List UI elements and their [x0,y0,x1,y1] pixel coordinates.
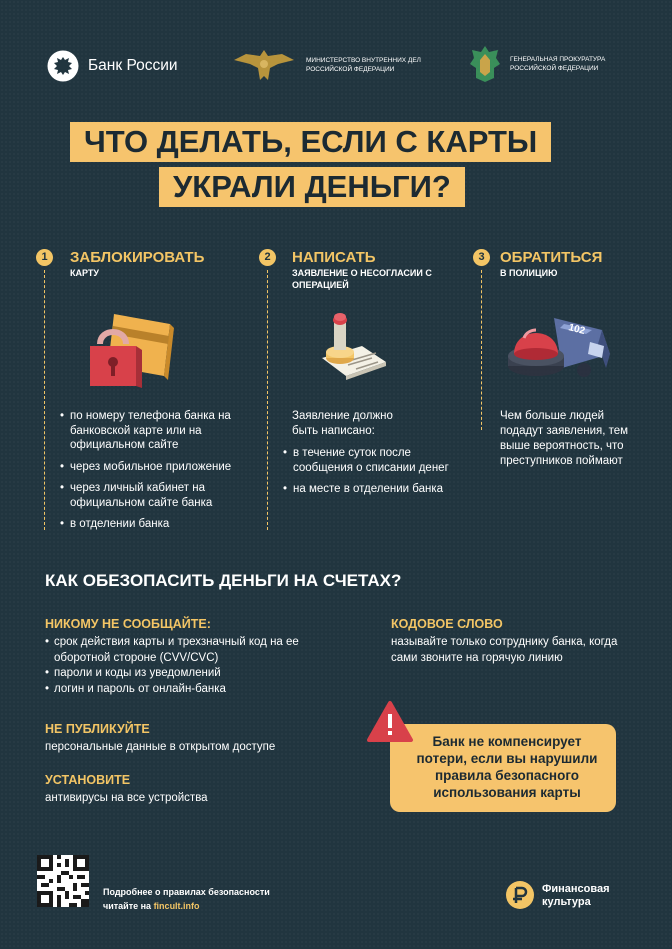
fincult-link[interactable]: fincult.info [153,901,200,911]
step-3-text: Чем больше людей подадут заявления, тем выше вероятность, что преступников поймают [500,410,629,467]
codeword-text: называйте только сотруднику банка, когда сами звоните на горячую линию [391,636,618,664]
nobody-list [45,635,325,697]
lock-card-icon [86,306,176,390]
warning-triangle-icon [366,700,414,744]
mvd-logo [230,46,450,84]
step-1-number: 1 [36,249,53,266]
prokuratura-name: ГЕНЕРАЛЬНАЯ ПРОКУРАТУРА РОССИЙСКОЙ ФЕДЕРАЦИИ [510,56,606,72]
nobody-title: НИКОМУ НЕ СООБЩАЙТЕ: [45,617,211,631]
qr-code-icon[interactable] [37,855,89,907]
ruble-coin-icon [505,880,535,910]
fincult-logo-text [542,883,610,909]
codeword-title: КОДОВОЕ СЛОВО [391,617,503,631]
step-3-dashed-line [481,270,482,430]
fincult-line-1: Финансовая [542,883,610,895]
more-info-line-1: Подробнее о правилах безопасности [103,887,270,897]
list-item: • по номеру телефона банка на банковской карте или на официальном сайте [60,409,260,453]
step-2-number: 2 [259,249,276,266]
step-3-number: 3 [473,249,490,266]
step-1-title: ЗАБЛОКИРОВАТЬ [70,249,205,266]
more-info-text [103,885,323,913]
warning-text: Банк не компенсирует потери, если вы нарушили правила безопасного использования карты [416,734,598,800]
eagle-emblem-icon [47,50,79,82]
step-3-subtitle: В ПОЛИЦИЮ [500,268,558,278]
step-2-title: НАПИСАТЬ [292,249,376,266]
list-item: • пароли и коды из уведомлений [45,666,325,682]
install-title: УСТАНОВИТЕ [45,773,131,787]
step-1-dashed-line [44,270,45,530]
list-item: • логин и пароль от онлайн-банка [45,682,325,698]
prosecutor-emblem-icon [468,44,502,84]
step-1-subtitle: КАРТУ [70,268,99,278]
stamp-document-icon [318,306,388,382]
bank-of-russia-logo [47,50,197,82]
publish-title: НЕ ПУБЛИКУЙТЕ [45,722,150,736]
bank-name: Банк России [88,57,178,74]
prokuratura-logo [468,44,638,84]
police-siren-icon [506,308,616,382]
more-info-prefix: читайте на [103,901,154,911]
title-line-1: ЧТО ДЕЛАТЬ, ЕСЛИ С КАРТЫ [70,122,551,162]
list-item: • через мобильное приложение [60,460,260,475]
step-3-title: ОБРАТИТЬСЯ [500,249,603,266]
title-line-2: УКРАЛИ ДЕНЬГИ? [159,167,465,207]
protect-heading: КАК ОБЕЗОПАСИТЬ ДЕНЬГИ НА СЧЕТАХ? [45,571,402,590]
list-item: • в отделении банка [60,517,260,532]
step-2-bullets [283,446,458,504]
list-item: • в течение суток после сообщения о списании денег [283,446,458,475]
list-item: • на месте в отделении банка [283,482,458,497]
more-info-line-2 [103,899,323,913]
install-text: антивирусы на все устройства [45,792,208,804]
police-number-label: 102 [567,322,587,337]
step-2-dashed-line [267,270,268,530]
publish-text: персональные данные в открытом доступе [45,741,276,753]
step-2-subtitle: ЗАЯВЛЕНИЕ О НЕСОГЛАСИИ С ОПЕРАЦИЕЙ [292,268,432,290]
list-item: • срок действия карты и трехзначный код на ее оборотной стороне (CVV/CVC) [45,635,325,666]
double-eagle-icon [230,46,298,84]
step-1-bullets [60,409,260,539]
step-2-intro: Заявление должно быть написано: [292,410,393,437]
mvd-name: МИНИСТЕРСТВО ВНУТРЕННИХ ДЕЛ РОССИЙСКОЙ ФЕДЕРАЦИИ [306,57,421,73]
list-item: • через личный кабинет на официальном сайте банка [60,481,260,510]
fincult-line-2: культура [542,896,591,908]
